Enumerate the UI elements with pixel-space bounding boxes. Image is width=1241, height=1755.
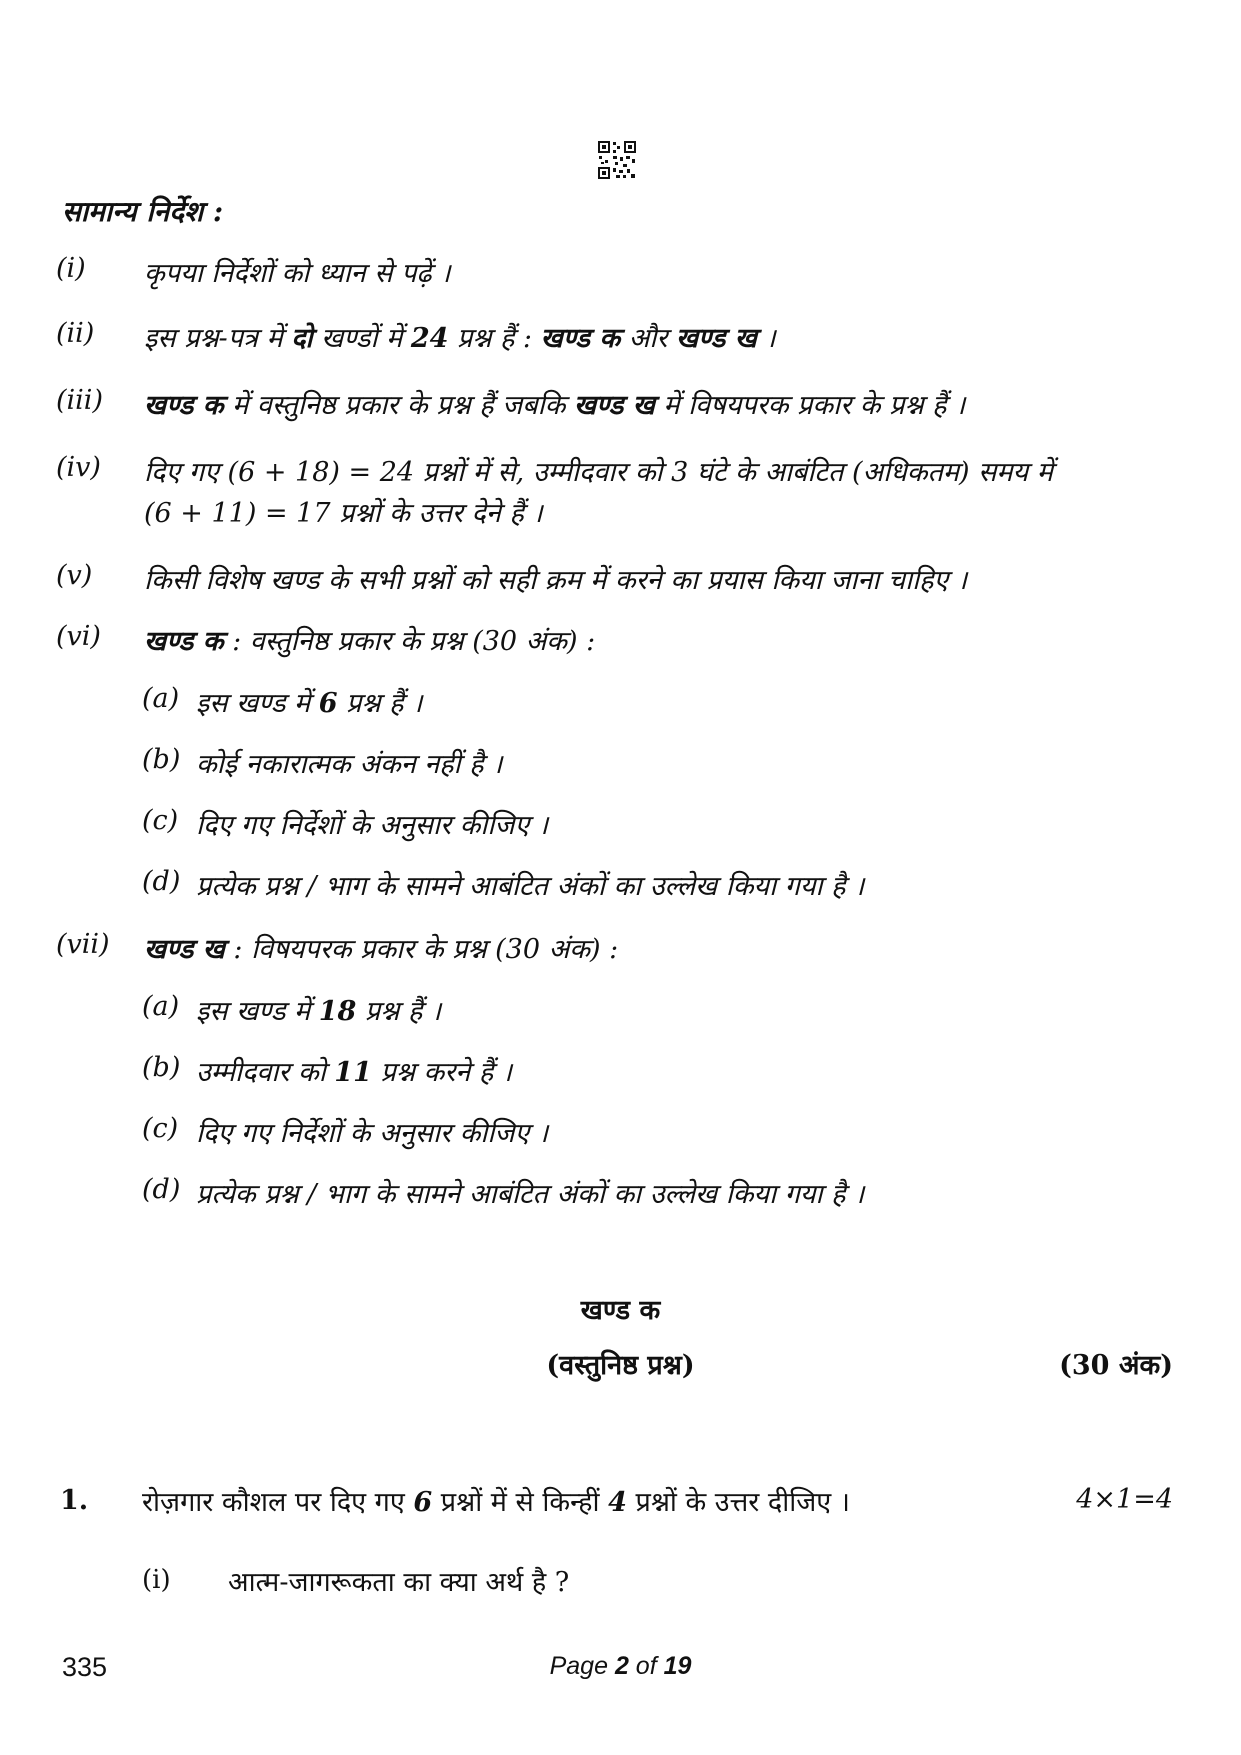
point-text: उम्मीदवार को 11 प्रश्न करने हैं । xyxy=(196,1057,512,1088)
instruction-text: खण्ड ख : विषयपरक प्रकार के प्रश्न (30 अंक) : xyxy=(144,934,619,965)
question-text: रोज़गार कौशल पर दिए गए 6 प्रश्नों में से किन्हीं 4 प्रश्नों के उत्तर दीजिए । xyxy=(142,1487,850,1518)
point-text: कोई नकारात्मक अंकन नहीं है । xyxy=(196,749,503,780)
instruction-number: (vi) xyxy=(56,621,101,652)
qr-code-icon xyxy=(597,140,637,180)
point-letter: (b) xyxy=(142,744,181,775)
instruction-text: कृपया निर्देशों को ध्यान से पढ़ें । xyxy=(144,258,451,289)
point-text: दिए गए निर्देशों के अनुसार कीजिए । xyxy=(196,1118,549,1149)
point-text: इस खण्ड में 6 प्रश्न हैं । xyxy=(196,688,423,719)
instruction-text: दिए गए (6 + 18) = 24 प्रश्नों में से, उम्मीदवार को 3 घंटे के आबंटित (अधिकतम) समय में xyxy=(144,457,1053,488)
section-subtitle: (वस्तुनिष्ठ प्रश्न) xyxy=(546,1350,695,1381)
question-number: 1. xyxy=(60,1485,89,1516)
point-letter: (c) xyxy=(142,805,179,836)
point-letter: (c) xyxy=(142,1113,179,1144)
point-letter: (a) xyxy=(142,683,180,714)
instruction-number: (i) xyxy=(56,253,86,284)
instruction-text: इस प्रश्न-पत्र में दो खण्डों में 24 प्रश्न हैं : खण्ड क और खण्ड ख । xyxy=(144,323,776,354)
instruction-number: (vii) xyxy=(56,929,110,960)
sub-question-number: (i) xyxy=(142,1565,171,1595)
section-title: खण्ड क xyxy=(580,1295,661,1326)
instruction-text: किसी विशेष खण्ड के सभी प्रश्नों को सही क्रम में करने का प्रयास किया जाना चाहिए । xyxy=(144,565,968,596)
point-letter: (d) xyxy=(142,866,181,897)
instruction-number: (iii) xyxy=(56,385,103,416)
instruction-text: खण्ड क में वस्तुनिष्ठ प्रकार के प्रश्न हैं जबकि खण्ड ख में विषयपरक प्रकार के प्रश्न हैं । xyxy=(144,390,966,421)
point-letter: (a) xyxy=(142,991,180,1022)
paper-code: 335 xyxy=(62,1652,108,1682)
instruction-text: खण्ड क : वस्तुनिष्ठ प्रकार के प्रश्न (30 अंक) : xyxy=(144,626,596,657)
point-text: दिए गए निर्देशों के अनुसार कीजिए । xyxy=(196,810,549,841)
sub-question-text: आत्म-जागरूकता का क्या अर्थ है ? xyxy=(228,1567,570,1598)
point-text: प्रत्येक प्रश्न / भाग के सामने आबंटित अंकों का उल्लेख किया गया है । xyxy=(196,1179,865,1210)
section-marks: (30 अंक) xyxy=(1059,1350,1173,1381)
instruction-number: (ii) xyxy=(56,318,95,349)
page-number: Page 2 of 19 xyxy=(549,1652,692,1680)
general-instructions-heading: सामान्य निर्देश : xyxy=(62,195,224,228)
point-text: इस खण्ड में 18 प्रश्न हैं । xyxy=(196,996,442,1027)
instruction-number: (v) xyxy=(56,560,93,591)
instruction-number: (iv) xyxy=(56,452,101,483)
point-letter: (d) xyxy=(142,1174,181,1205)
point-text: प्रत्येक प्रश्न / भाग के सामने आबंटित अंकों का उल्लेख किया गया है । xyxy=(196,871,865,902)
question-marks: 4×1=4 xyxy=(1076,1484,1173,1515)
instruction-text: (6 + 11) = 17 प्रश्नों के उत्तर देने हैं । xyxy=(144,498,543,529)
point-letter: (b) xyxy=(142,1052,181,1083)
